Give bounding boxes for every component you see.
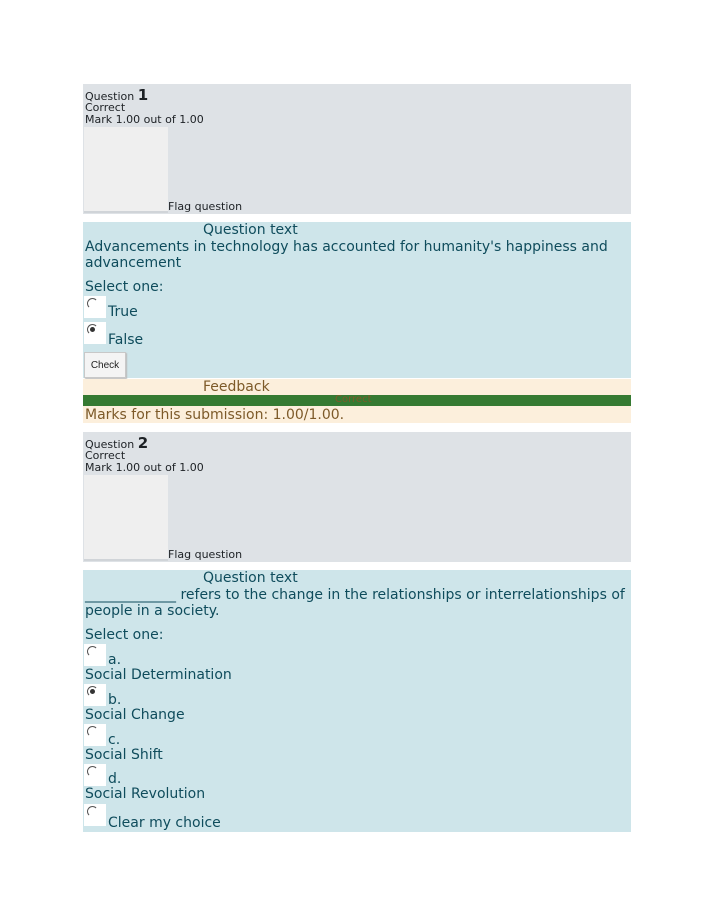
question-state: Correct — [85, 449, 126, 462]
question-text-heading: Question text — [203, 570, 298, 586]
radio-unchecked-icon — [87, 806, 98, 817]
radio-unchecked-icon — [87, 646, 98, 657]
radio-unchecked-icon — [87, 766, 98, 777]
correct-label: Correct — [335, 394, 372, 405]
option-label-c[interactable]: Social Shift — [85, 747, 163, 763]
radio-checked-icon — [87, 686, 98, 697]
option-label-d[interactable]: Social Revolution — [85, 786, 206, 802]
question-number: Question 1 — [85, 86, 149, 104]
question-text-heading: Question text — [203, 222, 298, 238]
question-text: _____________ refers to the change in the relationships or interrelationships of people in a society. — [85, 587, 625, 619]
option-label-b[interactable]: Social Change — [85, 707, 185, 723]
radio-true[interactable] — [84, 296, 106, 318]
radio-option-a[interactable] — [84, 644, 106, 666]
radio-unchecked-icon — [87, 298, 98, 309]
radio-option-c[interactable] — [84, 724, 106, 746]
option-label-a[interactable]: Social Determination — [85, 667, 232, 683]
question-2-formulation — [83, 570, 631, 832]
option-label-false[interactable]: False — [108, 332, 144, 348]
feedback-heading: Feedback — [203, 379, 270, 395]
select-one-prompt: Select one: — [85, 279, 164, 295]
question-1-feedback — [83, 379, 631, 423]
question-2-info — [83, 432, 631, 562]
question-1-info — [83, 84, 631, 214]
flag-question-link[interactable]: Flag question — [168, 200, 243, 213]
check-button[interactable]: Check — [84, 352, 126, 378]
flag-question-link[interactable]: Flag question — [168, 548, 243, 561]
question-state: Correct — [85, 101, 126, 114]
radio-checked-icon — [87, 324, 98, 335]
question-number: Question 2 — [85, 434, 149, 452]
marks-text: Marks for this submission: 1.00/1.00. — [85, 407, 345, 423]
option-label-true[interactable]: True — [108, 304, 138, 320]
question-grade: Mark 1.00 out of 1.00 — [85, 461, 204, 474]
clear-my-choice-link[interactable]: Clear my choice — [108, 815, 221, 831]
radio-option-b[interactable] — [84, 684, 106, 706]
flag-icon[interactable] — [84, 127, 168, 213]
question-grade: Mark 1.00 out of 1.00 — [85, 113, 204, 126]
radio-false[interactable] — [84, 322, 106, 344]
radio-clear-choice[interactable] — [84, 804, 106, 826]
radio-option-d[interactable] — [84, 764, 106, 786]
option-letter-b[interactable]: b. — [108, 692, 122, 708]
option-letter-d[interactable]: d. — [108, 771, 122, 787]
correct-bar — [83, 395, 631, 406]
question-1-formulation — [83, 222, 631, 378]
option-letter-a[interactable]: a. — [108, 652, 122, 668]
radio-unchecked-icon — [87, 726, 98, 737]
question-text: Advancements in technology has accounted for humanity's happiness and advancement — [85, 239, 608, 271]
option-letter-c[interactable]: c. — [108, 732, 121, 748]
select-one-prompt: Select one: — [85, 627, 164, 643]
flag-icon[interactable] — [84, 475, 168, 561]
